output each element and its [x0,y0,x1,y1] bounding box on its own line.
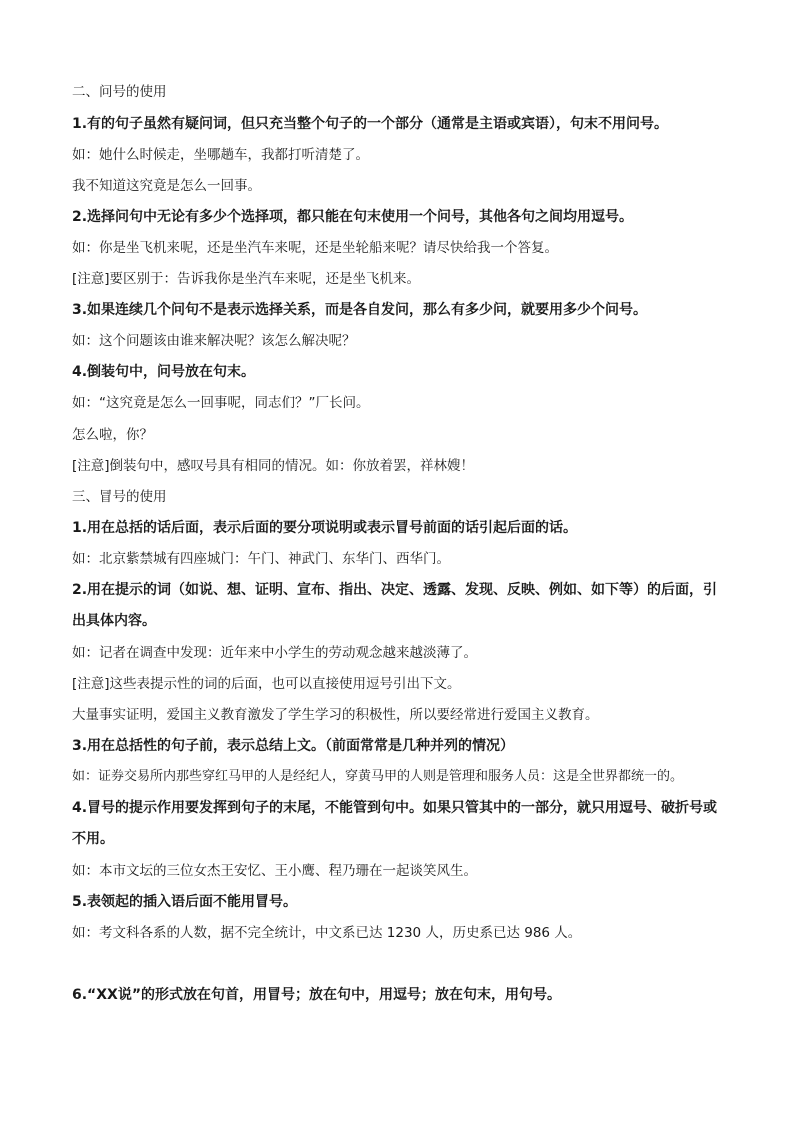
note-text: [注意]要区别于：告诉我你是坐汽车来呢，还是坐飞机来。 [72,271,421,287]
example-text: 如：这个问题该由谁来解决呢？该怎么解决呢？ [72,333,356,349]
example-text: 我不知道这究竟是怎么一回事。 [72,178,261,194]
example-text: 如：你是坐飞机来呢，还是坐汽车来呢，还是坐轮船来呢？请尽快给我一个答复。 [72,240,558,256]
rule-text: 4.倒装句中，问号放在句末。 [72,364,256,380]
rule-text: 3.用在总括性的句子前，表示总结上文。（前面常常是几种并列的情况） [72,738,515,754]
rule-text: 2.用在提示的词（如说、想、证明、宣布、指出、决定、透露、发现、反映、例如、如下等）的后面，引出具体内容。 [72,582,718,629]
example-text: 如：记者在调查中发现：近年来中小学生的劳动观念越来越淡薄了。 [72,645,477,661]
example-text: 如：北京紫禁城有四座城门：午门、神武门、东华门、西华门。 [72,551,450,567]
rule-text: 5.表领起的插入语后面不能用冒号。 [72,894,298,910]
rule-text: 1.用在总括的话后面，表示后面的要分项说明或表示冒号前面的话引起后面的话。 [72,520,578,536]
rule-text: 1.有的句子虽然有疑问词，但只充当整个句子的一个部分（通常是主语或宾语），句末不用问号。 [72,116,669,132]
note-text: [注意]倒装句中，感叹号具有相同的情况。如：你放着罢，祥林嫂！ [72,458,475,474]
section-heading-colon: 三、冒号的使用 [72,489,167,505]
rule-text: 2.选择问句中无论有多少个选择项，都只能在句末使用一个问号，其他各句之间均用逗号。 [72,209,634,225]
section-heading-question-mark: 二、问号的使用 [72,84,167,100]
rule-text: 4.冒号的提示作用要发挥到句子的末尾，不能管到句中。如果只管其中的一部分，就只用逗号、破折号或不用。 [72,800,718,847]
example-text: 大量事实证明，爱国主义教育激发了学生学习的积极性，所以要经常进行爱国主义教育。 [72,707,599,723]
example-text: 如：证券交易所内那些穿红马甲的人是经纪人，穿黄马甲的人则是管理和服务人员：这是全世界都统一的。 [72,769,684,784]
rule-text: 6.“XX说”的形式放在句首，用冒号；放在句中，用逗号；放在句末，用句号。 [72,987,562,1003]
note-text: [注意]这些表提示性的词的后面，也可以直接使用逗号引出下文。 [72,676,461,692]
rule-text: 3.如果连续几个问句不是表示选择关系，而是各自发问，那么有多少问，就要用多少个问号。 [72,302,648,318]
example-text: 怎么啦，你？ [72,427,153,443]
example-text: 如：本市文坛的三位女杰王安忆、王小鹰、程乃珊在一起谈笑风生。 [72,863,477,879]
example-text: 如：考文科各系的人数，据不完全统计，中文系已达 1230 人，历史系已达 986 人。 [72,925,582,941]
example-text: 如：她什么时候走，坐哪趟车，我都打听清楚了。 [72,147,369,163]
example-text: 如：“这究竟是怎么一回事呢，同志们？”厂长问。 [72,395,370,411]
